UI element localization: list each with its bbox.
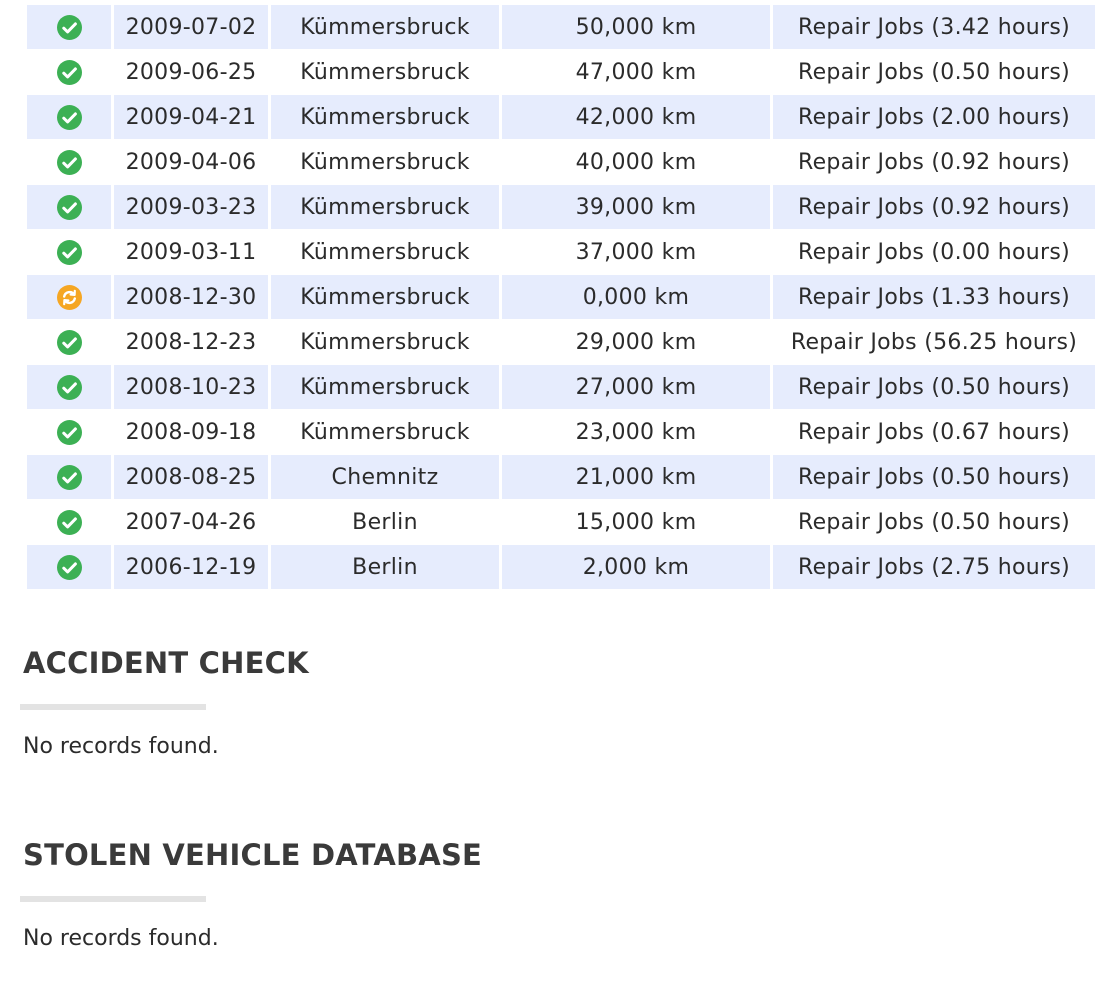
date-cell: 2008-12-30 — [114, 274, 268, 320]
table-row — [27, 364, 1095, 410]
status-cell — [27, 50, 111, 94]
repair-jobs-cell: Repair Jobs (2.00 hours) — [773, 94, 1095, 140]
date-cell: 2008-10-23 — [114, 364, 268, 410]
table-row — [27, 184, 1095, 230]
repair-jobs-cell: Repair Jobs (0.92 hours) — [798, 149, 1070, 175]
repair-jobs-cell: Repair Jobs (0.67 hours) — [798, 419, 1070, 445]
repair-jobs-cell: Repair Jobs (0.50 hours) — [773, 364, 1095, 410]
status-cell — [27, 320, 111, 364]
repair-jobs-cell: Repair Jobs (0.50 hours) — [798, 509, 1070, 535]
service-history-table — [24, 4, 1098, 590]
status-cell — [27, 544, 111, 590]
location-cell: Kümmersbruck — [300, 329, 470, 355]
table-row — [27, 320, 1095, 364]
mileage-cell: 0,000 km — [502, 274, 770, 320]
repair-jobs-cell: Repair Jobs (3.42 hours) — [773, 4, 1095, 50]
date-cell: 2009-07-02 — [114, 4, 268, 50]
location-cell: Kümmersbruck — [300, 149, 470, 175]
status-cell — [27, 184, 111, 230]
location-cell: Berlin — [352, 509, 418, 535]
date-cell: 2008-08-25 — [114, 454, 268, 500]
repair-jobs-cell: Repair Jobs (0.00 hours) — [798, 239, 1070, 265]
check-circle-icon — [57, 330, 82, 355]
repair-jobs-cell: Repair Jobs (0.50 hours) — [798, 59, 1070, 85]
check-circle-icon — [57, 240, 82, 265]
mileage-cell: 15,000 km — [575, 509, 697, 535]
status-cell — [27, 230, 111, 274]
location-cell: Kümmersbruck — [300, 239, 470, 265]
mileage-cell: 40,000 km — [575, 149, 697, 175]
accident-check-title: ACCIDENT CHECK — [23, 646, 309, 680]
date-cell: 2009-04-06 — [125, 149, 257, 175]
status-cell — [27, 94, 111, 140]
accident-check-message: No records found. — [23, 734, 219, 759]
mileage-cell: 2,000 km — [502, 544, 770, 590]
table-row — [27, 410, 1095, 454]
date-cell: 2009-03-23 — [114, 184, 268, 230]
check-circle-icon — [57, 105, 82, 130]
location-cell: Berlin — [271, 544, 499, 590]
check-circle-icon — [57, 465, 82, 490]
location-cell: Kümmersbruck — [271, 184, 499, 230]
location-cell: Kümmersbruck — [271, 4, 499, 50]
date-cell: 2009-04-21 — [114, 94, 268, 140]
repair-jobs-cell: Repair Jobs (1.33 hours) — [773, 274, 1095, 320]
date-cell: 2007-04-26 — [125, 509, 257, 535]
status-cell — [27, 274, 111, 320]
table-row — [27, 454, 1095, 500]
table-row — [27, 274, 1095, 320]
status-cell — [27, 140, 111, 184]
mileage-cell: 21,000 km — [502, 454, 770, 500]
date-cell: 2009-03-11 — [125, 239, 257, 265]
location-cell: Kümmersbruck — [300, 59, 470, 85]
check-circle-icon — [57, 555, 82, 580]
table-row — [27, 94, 1095, 140]
mileage-cell: 42,000 km — [502, 94, 770, 140]
date-cell: 2009-06-25 — [125, 59, 257, 85]
check-circle-icon — [57, 420, 82, 445]
status-cell — [27, 410, 111, 454]
status-cell — [27, 454, 111, 500]
status-cell — [27, 4, 111, 50]
date-cell: 2006-12-19 — [114, 544, 268, 590]
stolen-vehicle-title: STOLEN VEHICLE DATABASE — [23, 838, 483, 872]
mileage-cell: 27,000 km — [502, 364, 770, 410]
date-cell: 2008-09-18 — [125, 419, 257, 445]
location-cell: Kümmersbruck — [271, 274, 499, 320]
repair-jobs-cell: Repair Jobs (0.50 hours) — [773, 454, 1095, 500]
table-row — [27, 230, 1095, 274]
mileage-cell: 37,000 km — [575, 239, 697, 265]
mileage-cell: 39,000 km — [502, 184, 770, 230]
location-cell: Kümmersbruck — [271, 94, 499, 140]
service-history-body — [27, 4, 1095, 590]
mileage-cell: 47,000 km — [575, 59, 697, 85]
mileage-cell: 29,000 km — [575, 329, 697, 355]
table-row — [27, 50, 1095, 94]
status-cell — [27, 364, 111, 410]
repair-jobs-cell: Repair Jobs (56.25 hours) — [790, 329, 1078, 355]
stolen-vehicle-message: No records found. — [23, 926, 219, 951]
table-row — [27, 140, 1095, 184]
check-circle-icon — [57, 60, 82, 85]
accident-check-section — [20, 646, 309, 759]
check-circle-icon — [57, 375, 82, 400]
location-cell: Kümmersbruck — [300, 419, 470, 445]
location-cell: Chemnitz — [271, 454, 499, 500]
table-row — [27, 4, 1095, 50]
status-cell — [27, 500, 111, 544]
date-cell: 2008-12-23 — [125, 329, 257, 355]
table-row — [27, 500, 1095, 544]
mileage-cell: 50,000 km — [502, 4, 770, 50]
repair-jobs-cell: Repair Jobs (2.75 hours) — [773, 544, 1095, 590]
mileage-cell: 23,000 km — [575, 419, 697, 445]
check-circle-icon — [57, 15, 82, 40]
check-circle-icon — [57, 150, 82, 175]
sync-circle-icon — [57, 285, 82, 310]
section-divider — [20, 704, 206, 710]
location-cell: Kümmersbruck — [271, 364, 499, 410]
check-circle-icon — [57, 195, 82, 220]
table-row — [27, 544, 1095, 590]
check-circle-icon — [57, 510, 82, 535]
section-divider — [20, 896, 206, 902]
stolen-vehicle-section — [20, 838, 482, 951]
repair-jobs-cell: Repair Jobs (0.92 hours) — [773, 184, 1095, 230]
